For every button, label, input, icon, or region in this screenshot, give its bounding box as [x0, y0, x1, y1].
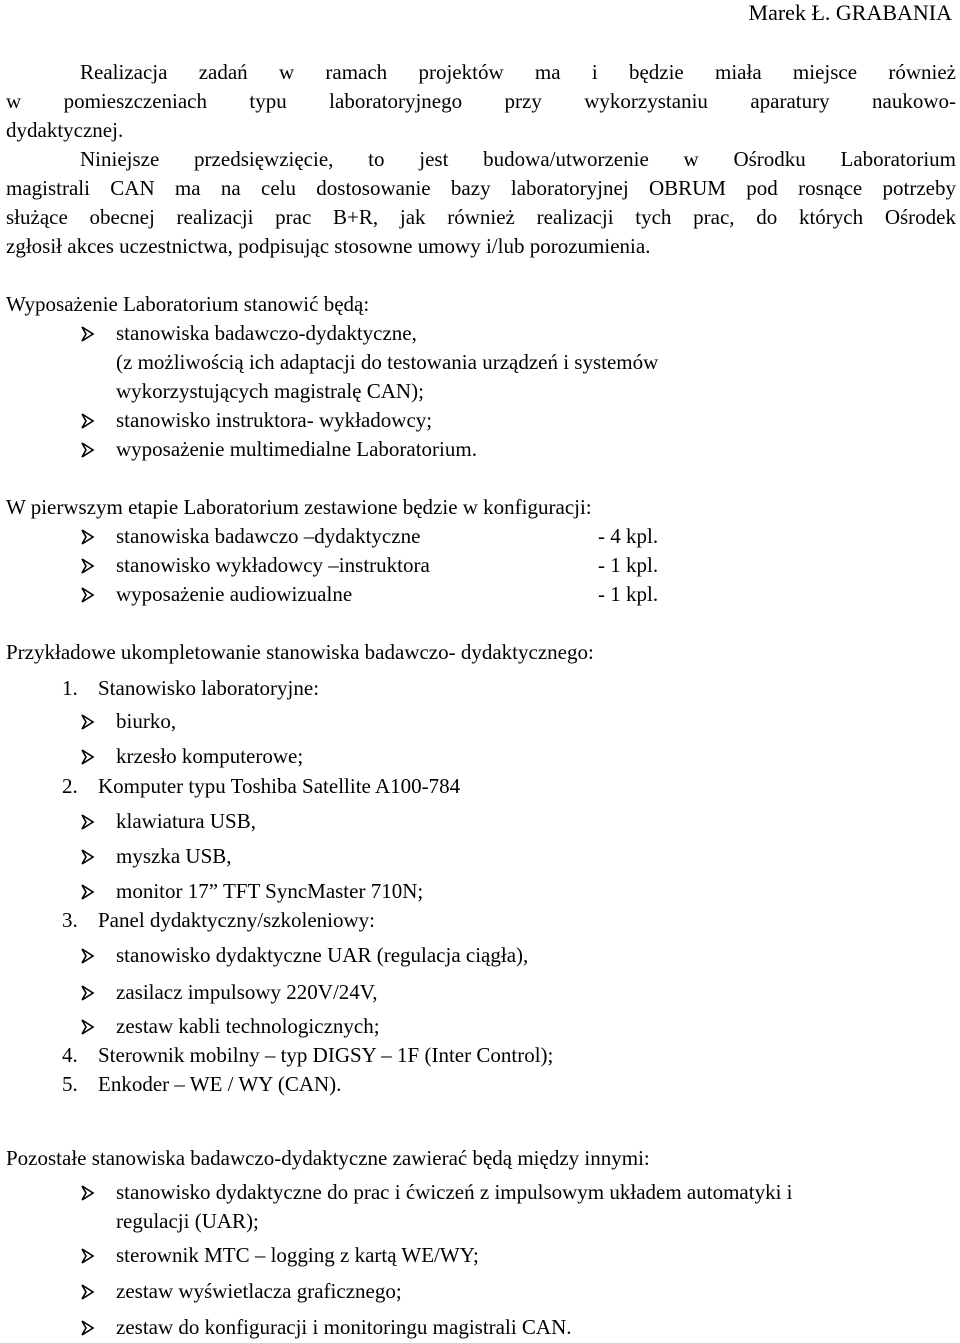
intro-line-1: Realizacja zadań w ramach projektów ma i będzie miała miejsce również: [80, 60, 956, 84]
para2-line-2: magistrali CAN ma na celu dostosowanie bazy laboratoryjnej OBRUM pod rosnące potrzeby: [6, 176, 956, 200]
section-3-item: zestaw kabli technologicznych;: [116, 1014, 380, 1038]
equipment-item-1: stanowiska badawczo-dydaktyczne,: [116, 321, 417, 345]
config-item-qty: - 1 kpl.: [598, 582, 659, 606]
other-heading: Pozostałe stanowiska badawczo-dydaktyczne zawierać będą między innymi:: [6, 1146, 650, 1170]
intro-line-2: w pomieszczeniach typu laboratoryjnego przy wykorzystaniu aparatury naukowo-: [6, 89, 956, 113]
equipment-heading: Wyposażenie Laboratorium stanowić będą:: [6, 292, 370, 316]
other-item-3: zestaw wyświetlacza graficznego;: [116, 1279, 402, 1303]
arrow-bullet-icon: [80, 1183, 96, 1203]
section-2-item: myszka USB,: [116, 844, 232, 868]
equipment-item-2: stanowisko instruktora- wykładowcy;: [116, 408, 433, 432]
arrow-bullet-icon: [80, 324, 96, 344]
arrow-bullet-icon: [80, 527, 96, 547]
list-number: 4.: [62, 1043, 78, 1067]
intro-line-3: dydaktycznej.: [6, 118, 124, 142]
section-4-title: Sterownik mobilny – typ DIGSY – 1F (Inter Control);: [98, 1043, 554, 1067]
page-header-author: Marek Ł. GRABANIA: [748, 0, 952, 25]
section-3-title: Panel dydaktyczny/szkoleniowy:: [98, 908, 376, 932]
config-heading: W pierwszym etapie Laboratorium zestawione będzie w konfiguracji:: [6, 495, 592, 519]
arrow-bullet-icon: [80, 812, 96, 832]
para2-line-4: zgłosił akces uczestnictwa, podpisując stosowne umowy i/lub porozumienia.: [6, 234, 651, 258]
arrow-bullet-icon: [80, 847, 96, 867]
equipment-item-1-cont-2: wykorzystujących magistralę CAN);: [116, 379, 424, 403]
arrow-bullet-icon: [80, 983, 96, 1003]
arrow-bullet-icon: [80, 556, 96, 576]
section-2-item: monitor 17” TFT SyncMaster 710N;: [116, 879, 424, 903]
other-item-4: zestaw do konfiguracji i monitoringu magistrali CAN.: [116, 1315, 572, 1339]
section-2-item: klawiatura USB,: [116, 809, 256, 833]
arrow-bullet-icon: [80, 585, 96, 605]
list-number: 5.: [62, 1072, 78, 1096]
section-3-item: zasilacz impulsowy 220V/24V,: [116, 980, 378, 1004]
arrow-bullet-icon: [80, 747, 96, 767]
arrow-bullet-icon: [80, 440, 96, 460]
config-item-qty: - 4 kpl.: [598, 524, 659, 548]
other-item-2: sterownik MTC – logging z kartą WE/WY;: [116, 1243, 479, 1267]
config-item-label: stanowisko wykładowcy –instruktora: [116, 553, 430, 577]
arrow-bullet-icon: [80, 1246, 96, 1266]
equipment-item-3: wyposażenie multimedialne Laboratorium.: [116, 437, 477, 461]
section-5-title: Enkoder – WE / WY (CAN).: [98, 1072, 342, 1096]
section-3-item: stanowisko dydaktyczne UAR (regulacja ciągła),: [116, 943, 529, 967]
list-number: 3.: [62, 908, 78, 932]
section-1-item: biurko,: [116, 709, 177, 733]
section-2-title: Komputer typu Toshiba Satellite A100-784: [98, 774, 461, 798]
para2-line-1: Niniejsze przedsięwzięcie, to jest budowa/utworzenie w Ośrodku Laboratorium: [80, 147, 956, 171]
equipment-item-1-cont-1: (z możliwością ich adaptacji do testowania urządzeń i systemów: [116, 350, 659, 374]
list-number: 1.: [62, 676, 78, 700]
arrow-bullet-icon: [80, 946, 96, 966]
arrow-bullet-icon: [80, 1017, 96, 1037]
other-item-1-line-2: regulacji (UAR);: [116, 1209, 259, 1233]
arrow-bullet-icon: [80, 882, 96, 902]
arrow-bullet-icon: [80, 712, 96, 732]
para2-line-3: służące obecnej realizacji prac B+R, jak również realizacji tych prac, do których Ośrodek: [6, 205, 956, 229]
config-item-qty: - 1 kpl.: [598, 553, 659, 577]
list-number: 2.: [62, 774, 78, 798]
section-1-title: Stanowisko laboratoryjne:: [98, 676, 320, 700]
arrow-bullet-icon: [80, 1282, 96, 1302]
example-heading: Przykładowe ukompletowanie stanowiska badawczo- dydaktycznego:: [6, 640, 594, 664]
arrow-bullet-icon: [80, 411, 96, 431]
arrow-bullet-icon: [80, 1318, 96, 1338]
config-item-label: stanowiska badawczo –dydaktyczne: [116, 524, 421, 548]
section-1-item: krzesło komputerowe;: [116, 744, 304, 768]
other-item-1-line-1: stanowisko dydaktyczne do prac i ćwiczeń z impulsowym układem automatyki i: [116, 1180, 793, 1204]
config-item-label: wyposażenie audiowizualne: [116, 582, 353, 606]
